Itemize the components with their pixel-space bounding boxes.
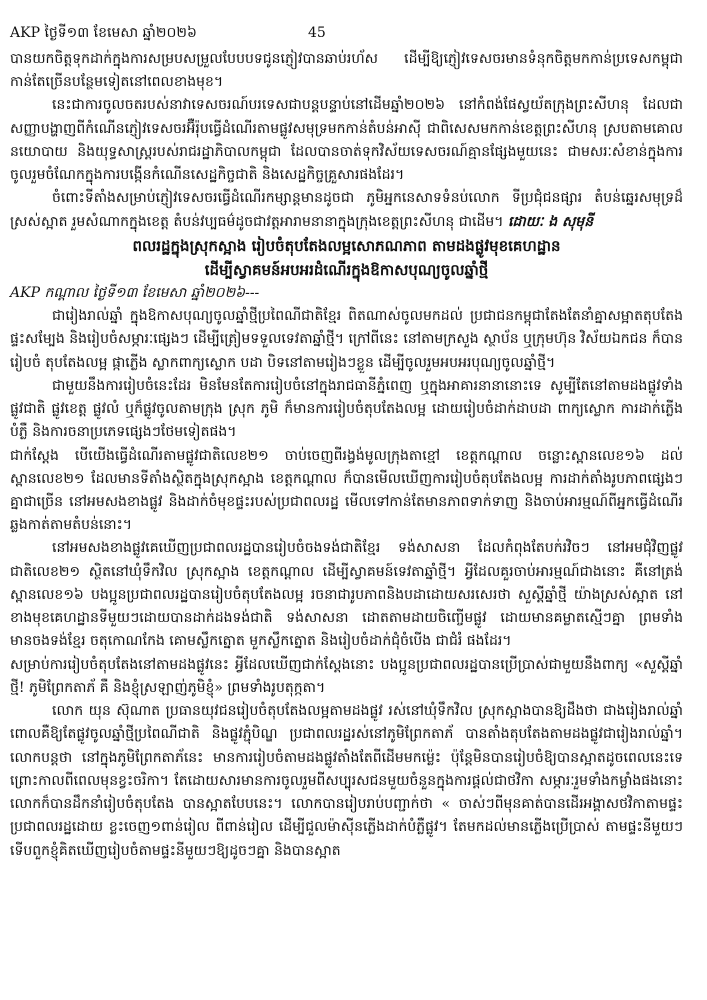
paragraph-slogans: សម្រាប់ការរៀបចំតុបតែងនៅតាមដងផ្លូវនេះ អ្វីដែលឃើញជាក់ស្ដែងនោះ បងប្អូនប្រជាពលរដ្ឋបានប្រើប្រាស់ជាមួយនឹងពាក្យ «សួស្ដីឆ្នាំថ្មី! ភូមិព្រែកតាភ័ គឺ និងខ្ញុំស្រឡាញ់ភូមិខ្ញុំ» ព្រមទាំងរូបតុក្កតា។	[10, 656, 683, 696]
page-number: 45	[308, 25, 326, 41]
page-header	[10, 22, 683, 48]
paragraph-continued: បានយកចិត្តទុកដាក់ក្នុងការសម្របសម្រួលបែបបទជូនភ្ញៀវបានឆាប់រហ័ស ដើម្បីឱ្យភ្ញៀវទេសចរមានទំនុកចិត្តមកកាន់ប្រទេសកម្ពុជាកាន់តែច្រើនបន្ថែមទៀតនៅពេលខាងមុខ។	[10, 51, 683, 91]
paragraph-interview: លោក យុន ស៊ុណាត ប្រធានយុវជនរៀបចំតុបតែងលម្អតាមដងផ្លូវ រស់នៅឃុំទឹកវិល ស្រុកស្អាងបានឱ្យដឹងថា ជាងរៀងរាល់ឆ្នាំពោលគឺឱ្យតែផ្លូវចូលឆ្នាំថ្មីប្រពៃណីជាតិ និងផ្លូវភ្ជុំបិណ្ឌ ប្រជាពលរដ្ឋរស់នៅភូមិព្រែកតាភ័ បានតាំងតុបតែងតាមដងផ្លូវជារៀងរាល់ឆ្នាំ។ លោកបន្តថា នៅក្នុងភូមិព្រែកតាភ័នេះ មានការរៀបចំតាមដងផ្លូវតាំងតែពីដើមមកម្ល៉េះ ប៉ុន្តែមិនបានរៀបចំឱ្យបានស្អាតដូចពេលនេះទេ ព្រោះកាលពីពេលមុនខ្វះចរិកា។ តែដោយសារមានការចូលរួមពីសប្បុរសជនមួយចំនួនក្នុងការផ្ដល់ជាថវិកា សម្ភារៈរួមទាំងកម្លាំងផងនោះ លោកក៏បានដឹកនាំរៀបចំតុបតែង បានស្អាតបែបនេះ។ លោកបានរៀបរាប់បញ្ជាក់ថា « ចាស់ៗពីមុនគាត់បានដើរអង្គាសថវិកាតាមផ្ទះ ប្រជាពលរដ្ឋដោយ ខ្លះចេញ១ពាន់រៀល ពីពាន់រៀល ដើម្បីជួលម៉ាស៊ីនភ្លើងដាក់បំភ្លឺផ្លូវ។ តែមកដល់មានភ្លើងប្រើប្រាស់ តាមផ្ទះនីមួយៗទើបពួកខ្ញុំគិតឃើញរៀបចំតាមផ្ទះនីមួយៗឱ្យដូចៗគ្នា និងបានស្អាត	[10, 703, 683, 859]
header-dateline: AKP ថ្ងៃទី១៣ ខែមេសា ឆ្នាំ២០២៦	[10, 25, 197, 41]
article-headline-line-2: ដើម្បីស្វាគមន៍អបអរដំណើរក្នុងឱកាសបុណ្យចូលឆ្នាំថ្មី	[204, 260, 489, 279]
paragraph-tourist-sites: ចំពោះទីតាំងសម្រាប់ភ្ញៀវទេសចរធ្វើដំណើរកម្សាន្តមានដូចជា ភូមិអ្នកនេសាទទំនប់លោក ទីប្រជុំជនផ្សារ តំបន់ឆ្នេរសមុទ្រដ៏ស្រស់ស្អាត រួមសំណាកក្នុងខេត្ត តំបន់វប្បធម៌ដូចជាវត្តអារាមនានាក្នុងក្រុងខេត្តព្រះសីហនុ ជាដើម។ ដោយៈ ង សុមុនី	[10, 190, 683, 230]
paragraph-roadside-decor: ជាមួយនឹងការរៀបចំនេះដែរ មិនមែនតែការរៀបចំនៅក្នុងរាជធានីភ្នំពេញ ឬក្នុងអាគារនានានោះទេ សូម្បីតែនៅតាមដងផ្លូវទាំងផ្លូវជាតិ ផ្លូវខេត្ត ផ្លូវលំ ឬក៏ផ្លូវចូលតាមក្រុង ស្រុក ភូមិ ក៏មានការរៀបចំតុបតែងលម្អ ដោយរៀបចំដាក់ដាបដា ពាក្យស្លោក ការដាក់ភ្លើងបំភ្លឺ និងការចនាប្រភេទផ្សេងៗថែមទៀតផង។	[10, 377, 683, 441]
paragraph-route-21: ជាក់ស្ដែង បើយើងធ្វើដំណើរតាមផ្លូវជាតិលេខ២១ ចាប់ចេញពីរង្វង់មូលក្រុងតាខ្មៅ ខេត្តកណ្ដាល ចន្លោះស្ពានលេខ១៦ ដល់ស្ពានលេខ២១ ដែលមានទីតាំងស្ថិតក្នុងស្រុកស្អាង ខេត្តកណ្ដាល ក៏បានមើលឃើញការរៀបចំតុបតែងលម្អ ការដាក់តាំងរូបភាពផ្សេងៗគ្នាជាច្រើន នៅអមសងខាងផ្លូវ និងដាក់ចំមុខផ្ទះរបស់ប្រជាពលរដ្ឋ មើលទៅកាន់តែមានភាពទាក់ទាញ និងចាប់អារម្មណ៍ពីអ្នកធ្វើដំណើរឆ្លងកាត់តាមតំបន់នោះ។	[10, 447, 683, 534]
paragraph-new-year-tradition: ជារៀងរាល់ឆ្នាំ ក្នុងឱកាសបុណ្យចូលឆ្នាំថ្មីប្រពៃណីជាតិខ្មែរ ពិតណាស់ចូលមកដល់ ប្រជាជនកម្ពុជាតែងតែនាំគ្នាសម្អាតតុបតែងផ្ទះសម្បែង និងរៀបចំសម្ភារៈផ្សេងៗ ដើម្បីត្រៀមទទួលទេវតាឆ្នាំថ្មី។ ក្រៅពីនេះ នៅតាមក្រសួង ស្ថាប័ន ឬក្រុមហ៊ុន វិស័យឯកជន ក៏បានរៀបចំ តុបតែងលម្អ ផ្កាភ្លើង ស្លាកពាក្យស្លោក បដា បិទនៅតាមរៀងៗខ្លួន ដើម្បីចូលរួមអបអរបុណ្យចូលឆ្នាំថ្មី។	[10, 308, 683, 371]
article-headline-line-1: ពលរដ្ឋក្នុងស្រុកស្អាង រៀបចំតុបតែងលម្អសោភណភាព តាមដងផ្លូវមុខគេហដ្ឋាន	[132, 236, 561, 255]
author-note: ដោយៈ ង សុមុនី	[507, 213, 594, 230]
article-dateline: AKP កណ្ដាល ថ្ងៃទី១៣ ខែមេសា ឆ្នាំ២០២៦---	[10, 284, 260, 301]
paragraph-cruise-arrival: នេះជាការចូលចតរបស់នាវាទេសចរណ៍បរទេសជាបន្តបន្ទាប់នៅដើមឆ្នាំ២០២៦ នៅកំពង់ផែស្វយ័តក្រុងព្រះសីហនុ ដែលជាសញ្ញាបង្ហាញពីកំណើនភ្ញៀវទេសចរអ៊ឺរ៉ុបធ្វើដំណើរតាមផ្លូវសមុទ្រមកកាន់តំបន់អាស៊ី ជាពិសេសមកកាន់ខេត្តព្រះសីហនុ ស្របតាមគោលនយោបាយ និងយុទ្ធសាស្ត្ររបស់រាជរដ្ឋាភិបាលកម្ពុជា ដែលបានចាត់ទុកវិស័យទេសចរណ៍គ្មានផ្សែងមួយនេះ ជាមសរៈសំខាន់ក្នុងការចូលរួមចំណែកក្នុងការបង្កើនកំណើនសេដ្ឋកិច្ចជាតិ និងសេដ្ឋកិច្ចគ្រួសារផងដែរ។	[10, 97, 683, 184]
paragraph-flags: នៅអមសងខាងផ្លូវគេឃើញប្រជាពលរដ្ឋបានរៀបចំចងទង់ជាតិខ្មែរ ទង់សាសនា ដែលកំពុងតែបក់រវិចៗ នៅអមជុំវិញផ្លូវជាតិលេខ២១ ស្ថិតនៅឃុំទឹកវិល ស្រុកស្អាង ខេត្តកណ្ដាល ដើម្បីស្វាគមន៍ទេវតាឆ្នាំថ្មី។ អ្វីដែលគួរចាប់អារម្មណ៍ជាងនោះ គឺនៅត្រង់ស្ពានលេខ១៦ បងប្អូនប្រជាពលរដ្ឋបានរៀបចំតុបតែងលម្អ រចនាជារូបភាពនិងបដាដោយសរសេរថា សួស្ដីឆ្នាំថ្មី យ៉ាងស្រស់ស្អាត នៅខាងមុខគេហដ្ឋានទីមួយៗដោយបានដាក់ដងទង់ជាតិ ទង់សាសនា ដោតតាមដាយចិញ្ចើមផ្លូវ ដោយមានគម្លាតស្មើៗគ្នា ព្រមទាំងមានចងទង់ខ្មែរ ចតុកោណកែង គោមស្លឹកត្នោត មួកស្លឹកត្នោត និងរៀបចំដាក់ជុំចំបើង ជាជំរំ ផងដែរ។	[10, 540, 683, 650]
